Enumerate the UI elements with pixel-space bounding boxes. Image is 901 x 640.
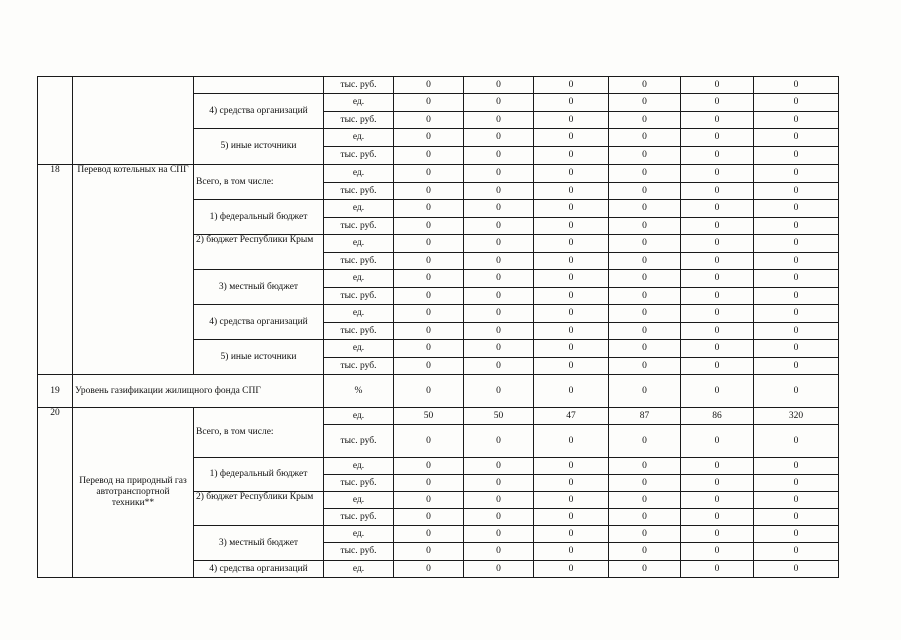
value-cell: 0 xyxy=(394,94,464,112)
unit-cell: тыс. руб. xyxy=(324,253,394,270)
table-row xyxy=(38,165,839,183)
value-cell: 50 xyxy=(464,408,534,425)
value-cell: 0 xyxy=(464,323,534,340)
value-cell: 0 xyxy=(394,112,464,129)
value-cell: 0 xyxy=(534,288,609,305)
value-cell: 0 xyxy=(534,375,609,408)
value-cell: 0 xyxy=(534,200,609,218)
value-cell: 0 xyxy=(609,200,681,218)
value-cell: 0 xyxy=(464,458,534,475)
value-cell: 0 xyxy=(681,340,754,358)
value-cell: 0 xyxy=(464,253,534,270)
value-cell: 0 xyxy=(681,305,754,323)
value-cell: 0 xyxy=(464,475,534,492)
value-cell: 0 xyxy=(394,358,464,375)
indicator-name: Перевод на природный газ автотранспортной техники** xyxy=(73,408,194,578)
table-row xyxy=(38,408,839,425)
value-cell: 0 xyxy=(681,183,754,200)
value-cell: 0 xyxy=(464,425,534,458)
value-cell: 0 xyxy=(609,358,681,375)
unit-cell: тыс. руб. xyxy=(324,475,394,492)
value-cell: 0 xyxy=(534,425,609,458)
funding-source: 2) бюджет Республики Крым xyxy=(194,492,324,526)
value-cell: 0 xyxy=(754,235,839,253)
value-cell: 0 xyxy=(754,165,839,183)
value-cell: 0 xyxy=(464,288,534,305)
value-cell: 0 xyxy=(609,323,681,340)
value-cell: 0 xyxy=(754,561,839,578)
value-cell: 0 xyxy=(754,129,839,147)
value-cell: 0 xyxy=(464,305,534,323)
value-cell: 0 xyxy=(681,129,754,147)
value-cell: 0 xyxy=(681,458,754,475)
value-cell: 0 xyxy=(681,200,754,218)
value-cell: 0 xyxy=(609,425,681,458)
value-cell: 0 xyxy=(394,270,464,288)
value-cell: 0 xyxy=(394,375,464,408)
unit-cell: тыс. руб. xyxy=(324,218,394,235)
value-cell: 0 xyxy=(464,94,534,112)
value-cell: 0 xyxy=(394,458,464,475)
value-cell: 0 xyxy=(464,77,534,94)
row-index: 20 xyxy=(38,408,73,578)
value-cell: 0 xyxy=(609,270,681,288)
value-cell: 0 xyxy=(754,253,839,270)
value-cell: 0 xyxy=(681,235,754,253)
unit-cell: % xyxy=(324,375,394,408)
value-cell: 0 xyxy=(534,183,609,200)
value-cell: 0 xyxy=(681,94,754,112)
value-cell: 0 xyxy=(534,270,609,288)
funding-source: 2) бюджет Республики Крым xyxy=(194,235,324,270)
unit-cell: тыс. руб. xyxy=(324,509,394,526)
value-cell: 0 xyxy=(754,543,839,561)
funding-source: 4) средства организаций xyxy=(194,94,324,129)
row-index: 18 xyxy=(38,165,73,375)
value-cell: 0 xyxy=(681,288,754,305)
unit-cell: ед. xyxy=(324,526,394,543)
value-cell: 0 xyxy=(464,129,534,147)
value-cell: 0 xyxy=(534,129,609,147)
value-cell: 0 xyxy=(464,200,534,218)
value-cell: 0 xyxy=(609,235,681,253)
value-cell: 0 xyxy=(464,543,534,561)
unit-cell: тыс. руб. xyxy=(324,358,394,375)
funding-source: 5) иные источники xyxy=(194,340,324,375)
unit-cell: ед. xyxy=(324,94,394,112)
value-cell: 0 xyxy=(534,305,609,323)
value-cell: 0 xyxy=(394,492,464,509)
funding-source: 5) иные источники xyxy=(194,129,324,165)
value-cell: 0 xyxy=(534,112,609,129)
value-cell: 0 xyxy=(464,561,534,578)
source-cell xyxy=(194,77,324,94)
value-cell: 0 xyxy=(464,165,534,183)
value-cell: 0 xyxy=(681,375,754,408)
value-cell: 0 xyxy=(394,323,464,340)
table-row xyxy=(38,77,839,94)
value-cell: 0 xyxy=(754,147,839,165)
value-cell: 0 xyxy=(464,340,534,358)
value-cell: 0 xyxy=(534,475,609,492)
value-cell: 0 xyxy=(609,165,681,183)
value-cell: 0 xyxy=(464,492,534,509)
value-cell: 0 xyxy=(609,509,681,526)
value-cell: 0 xyxy=(464,218,534,235)
funding-source: 1) федеральный бюджет xyxy=(194,458,324,492)
unit-cell: ед. xyxy=(324,129,394,147)
unit-cell: ед. xyxy=(324,165,394,183)
indicator-cell xyxy=(73,77,194,165)
unit-cell: ед. xyxy=(324,458,394,475)
value-cell: 0 xyxy=(609,129,681,147)
value-cell: 0 xyxy=(534,492,609,509)
unit-cell: тыс. руб. xyxy=(324,323,394,340)
value-cell: 0 xyxy=(609,375,681,408)
value-cell: 0 xyxy=(394,253,464,270)
value-cell: 0 xyxy=(464,112,534,129)
value-cell: 0 xyxy=(534,253,609,270)
value-cell: 0 xyxy=(464,526,534,543)
value-cell: 0 xyxy=(754,200,839,218)
value-cell: 0 xyxy=(609,340,681,358)
value-cell: 0 xyxy=(609,288,681,305)
unit-cell: ед. xyxy=(324,492,394,509)
value-cell: 0 xyxy=(681,323,754,340)
value-cell: 0 xyxy=(394,235,464,253)
indicator-name: Перевод котельных на СПГ xyxy=(73,165,194,375)
value-cell: 0 xyxy=(681,475,754,492)
value-cell: 0 xyxy=(394,305,464,323)
value-cell: 47 xyxy=(534,408,609,425)
value-cell: 0 xyxy=(394,340,464,358)
unit-cell: тыс. руб. xyxy=(324,183,394,200)
value-cell: 0 xyxy=(534,561,609,578)
value-cell: 0 xyxy=(534,235,609,253)
funding-source: Всего, в том числе: xyxy=(194,408,324,458)
value-cell: 87 xyxy=(609,408,681,425)
value-cell: 0 xyxy=(609,253,681,270)
funding-source: 3) местный бюджет xyxy=(194,270,324,305)
value-cell: 0 xyxy=(534,526,609,543)
unit-cell: ед. xyxy=(324,200,394,218)
value-cell: 0 xyxy=(681,561,754,578)
value-cell: 0 xyxy=(609,77,681,94)
value-cell: 0 xyxy=(609,475,681,492)
unit-cell: ед. xyxy=(324,408,394,425)
value-cell: 0 xyxy=(681,543,754,561)
funding-source: 4) средства организаций xyxy=(194,305,324,340)
row-index: 19 xyxy=(38,375,73,408)
value-cell: 0 xyxy=(754,112,839,129)
unit-cell: тыс. руб. xyxy=(324,77,394,94)
value-cell: 0 xyxy=(394,475,464,492)
value-cell: 0 xyxy=(394,218,464,235)
value-cell: 0 xyxy=(394,509,464,526)
unit-cell: ед. xyxy=(324,270,394,288)
funding-source: 3) местный бюджет xyxy=(194,526,324,561)
unit-cell: тыс. руб. xyxy=(324,112,394,129)
value-cell: 0 xyxy=(681,358,754,375)
value-cell: 0 xyxy=(609,94,681,112)
value-cell: 0 xyxy=(394,165,464,183)
value-cell: 0 xyxy=(681,526,754,543)
unit-cell: ед. xyxy=(324,340,394,358)
value-cell: 0 xyxy=(754,358,839,375)
value-cell: 0 xyxy=(681,425,754,458)
value-cell: 0 xyxy=(609,543,681,561)
value-cell: 0 xyxy=(394,543,464,561)
value-cell: 0 xyxy=(394,77,464,94)
value-cell: 0 xyxy=(534,147,609,165)
value-cell: 0 xyxy=(609,561,681,578)
value-cell: 0 xyxy=(534,165,609,183)
funding-source: 1) федеральный бюджет xyxy=(194,200,324,235)
value-cell: 0 xyxy=(681,492,754,509)
value-cell: 0 xyxy=(681,112,754,129)
value-cell: 0 xyxy=(609,458,681,475)
value-cell: 0 xyxy=(754,323,839,340)
value-cell: 0 xyxy=(534,458,609,475)
value-cell: 0 xyxy=(754,288,839,305)
value-cell: 0 xyxy=(681,509,754,526)
unit-cell: ед. xyxy=(324,235,394,253)
value-cell: 0 xyxy=(754,77,839,94)
value-cell: 0 xyxy=(754,475,839,492)
value-cell: 0 xyxy=(534,509,609,526)
value-cell: 0 xyxy=(681,77,754,94)
value-cell: 0 xyxy=(754,492,839,509)
value-cell: 50 xyxy=(394,408,464,425)
value-cell: 0 xyxy=(394,425,464,458)
value-cell: 0 xyxy=(394,200,464,218)
value-cell: 0 xyxy=(534,358,609,375)
value-cell: 0 xyxy=(464,270,534,288)
unit-cell: тыс. руб. xyxy=(324,288,394,305)
unit-cell: ед. xyxy=(324,561,394,578)
value-cell: 0 xyxy=(609,218,681,235)
value-cell: 320 xyxy=(754,408,839,425)
unit-cell: тыс. руб. xyxy=(324,543,394,561)
value-cell: 0 xyxy=(464,509,534,526)
value-cell: 0 xyxy=(754,375,839,408)
value-cell: 0 xyxy=(534,218,609,235)
value-cell: 0 xyxy=(754,340,839,358)
value-cell: 0 xyxy=(681,147,754,165)
value-cell: 0 xyxy=(609,526,681,543)
value-cell: 0 xyxy=(681,218,754,235)
value-cell: 0 xyxy=(464,375,534,408)
value-cell: 0 xyxy=(681,165,754,183)
value-cell: 0 xyxy=(534,543,609,561)
value-cell: 0 xyxy=(681,253,754,270)
row-index-cell xyxy=(38,77,73,165)
unit-cell: тыс. руб. xyxy=(324,425,394,458)
unit-cell: ед. xyxy=(324,305,394,323)
unit-cell: тыс. руб. xyxy=(324,147,394,165)
funding-source: 4) средства организаций xyxy=(194,561,324,578)
value-cell: 0 xyxy=(534,340,609,358)
budget-table xyxy=(37,76,839,578)
value-cell: 0 xyxy=(609,183,681,200)
table-row xyxy=(38,375,839,408)
value-cell: 0 xyxy=(394,288,464,305)
value-cell: 0 xyxy=(394,561,464,578)
indicator-name: Уровень газификации жилищного фонда СПГ xyxy=(73,375,324,408)
value-cell: 0 xyxy=(754,305,839,323)
value-cell: 0 xyxy=(754,94,839,112)
value-cell: 0 xyxy=(754,509,839,526)
value-cell: 0 xyxy=(609,112,681,129)
value-cell: 0 xyxy=(609,305,681,323)
value-cell: 0 xyxy=(394,129,464,147)
value-cell: 0 xyxy=(754,458,839,475)
value-cell: 0 xyxy=(754,425,839,458)
value-cell: 0 xyxy=(534,323,609,340)
value-cell: 0 xyxy=(681,270,754,288)
value-cell: 86 xyxy=(681,408,754,425)
value-cell: 0 xyxy=(754,270,839,288)
value-cell: 0 xyxy=(754,183,839,200)
value-cell: 0 xyxy=(464,147,534,165)
value-cell: 0 xyxy=(609,147,681,165)
value-cell: 0 xyxy=(394,183,464,200)
value-cell: 0 xyxy=(394,147,464,165)
value-cell: 0 xyxy=(534,94,609,112)
funding-source: Всего, в том числе: xyxy=(194,165,324,200)
value-cell: 0 xyxy=(394,526,464,543)
value-cell: 0 xyxy=(534,77,609,94)
value-cell: 0 xyxy=(464,358,534,375)
value-cell: 0 xyxy=(464,183,534,200)
value-cell: 0 xyxy=(754,218,839,235)
value-cell: 0 xyxy=(464,235,534,253)
value-cell: 0 xyxy=(754,526,839,543)
value-cell: 0 xyxy=(609,492,681,509)
